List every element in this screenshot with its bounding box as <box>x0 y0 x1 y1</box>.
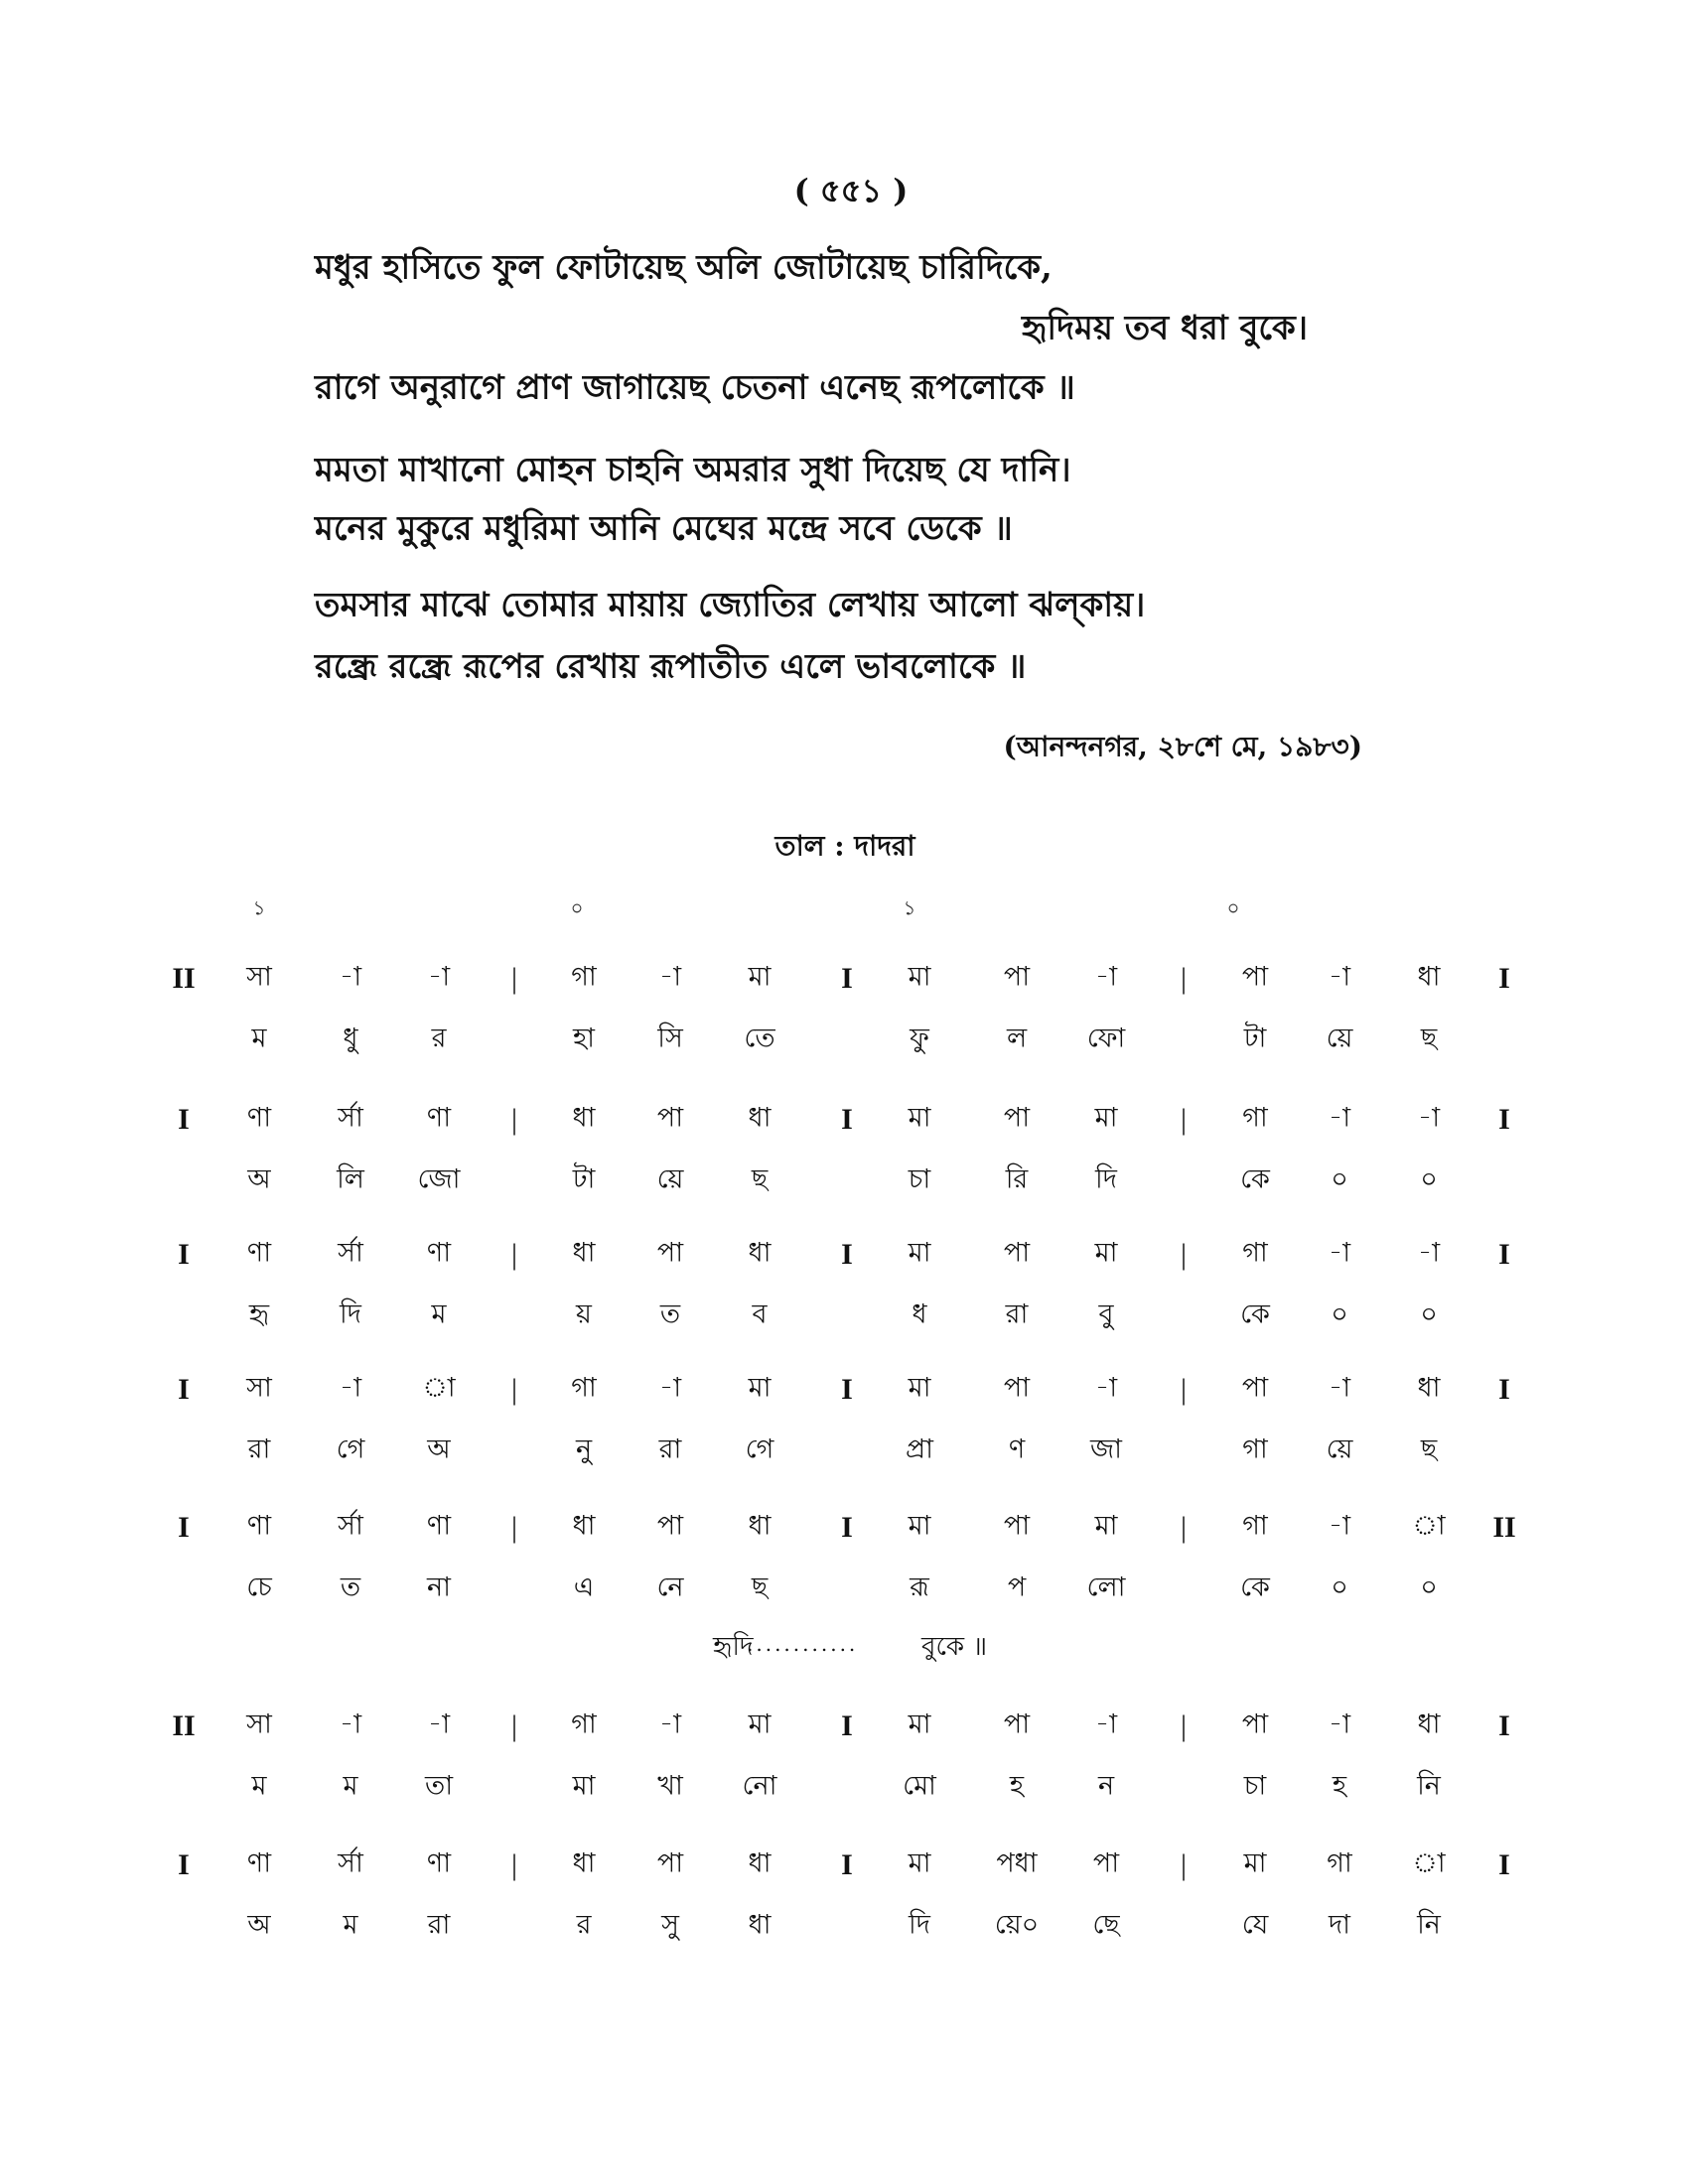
lyric-syllable: তে <box>744 1023 775 1054</box>
lyric-syllable: ম <box>343 1770 358 1802</box>
lyric-syllable: গা <box>1242 1433 1268 1465</box>
bar-symbol: | <box>1180 1103 1188 1136</box>
lyric-syllable: ০ <box>1331 1163 1348 1195</box>
swara-note: ধা <box>1417 1708 1441 1740</box>
swara-note: ণা <box>246 1510 272 1542</box>
lyric-syllable: ০ <box>1331 1298 1348 1330</box>
lyric-syllable: হা <box>572 1023 596 1054</box>
swara-note: পা <box>1003 961 1031 993</box>
swara-note: সা <box>246 961 272 993</box>
lyric-syllable: দা <box>1328 1909 1351 1941</box>
swara-note: মা <box>908 1102 931 1134</box>
bar-symbol: | <box>510 1103 518 1136</box>
swara-note: -া <box>1094 1372 1118 1404</box>
lyric-syllable: ০ <box>1420 1298 1438 1330</box>
tala-label: তাল : দাদরা <box>774 829 915 863</box>
swara-note: গা <box>571 1372 597 1404</box>
bar-symbol: I <box>178 1238 190 1271</box>
swara-note: া <box>1412 1847 1446 1879</box>
bar-symbol: I <box>1498 1238 1510 1271</box>
bar-symbol: | <box>1180 1511 1188 1544</box>
lyric-syllable: গে <box>336 1433 365 1465</box>
swara-note: পা <box>656 1510 684 1542</box>
lyric-syllable: নি <box>1417 1770 1441 1802</box>
lyric-syllable: দি <box>909 1909 930 1941</box>
swara-note: পা <box>1241 1708 1269 1740</box>
lyric-syllable: তা <box>424 1770 454 1802</box>
lyric-syllable: রা <box>247 1433 271 1465</box>
bar-symbol: I <box>841 1373 853 1406</box>
lyric-syllable: চা <box>908 1163 931 1195</box>
lyric-syllable: কে <box>1240 1298 1270 1330</box>
lyric-line: রন্ধ্রে রন্ধ্রে রূপের রেখায় রূপাতীত এলে ভাবলোকে ॥ <box>315 646 1027 687</box>
lyric-line: তমসার মাঝে তোমার মায়ায় জ্যোতির লেখায় আলো ঝল্‌কায়। <box>315 585 1146 625</box>
swara-note: া <box>422 1372 456 1404</box>
lyric-syllable: য়ে <box>1326 1433 1353 1465</box>
bar-symbol: | <box>1180 1709 1188 1742</box>
lyric-syllable: দি <box>340 1298 361 1330</box>
swara-note: -া <box>339 1372 362 1404</box>
lyric-syllable: ফু <box>910 1023 929 1054</box>
bar-symbol: | <box>1180 1373 1188 1406</box>
lyric-syllable: প <box>1007 1571 1027 1603</box>
swara-note: ণা <box>426 1847 452 1879</box>
swara-note: মা <box>1243 1847 1267 1879</box>
lyric-syllable: র <box>431 1023 447 1054</box>
swara-note: -া <box>1328 1237 1351 1269</box>
swara-note: -া <box>658 961 682 993</box>
lyric-line: হৃদিময় তব ধরা বুকে। <box>1021 308 1308 348</box>
lyric-syllable: রূ <box>910 1571 929 1603</box>
lyric-syllable: রা <box>658 1433 682 1465</box>
swara-note: মা <box>748 1708 772 1740</box>
lyric-syllable: ণ <box>1008 1433 1026 1465</box>
lyric-syllable: ম <box>343 1909 358 1941</box>
lyric-syllable: ছ <box>1420 1433 1438 1465</box>
swara-note: পা <box>1241 1372 1269 1404</box>
lyric-syllable: ০ <box>1331 1571 1348 1603</box>
bar-symbol: I <box>178 1103 190 1136</box>
lyric-syllable: খা <box>657 1770 683 1802</box>
refrain-start: হৃদি <box>713 1632 754 1662</box>
lyric-syllable: নি <box>1417 1909 1441 1941</box>
lyric-syllable: ছ <box>751 1571 769 1603</box>
bar-symbol: I <box>178 1848 190 1881</box>
tala-marker: ০ <box>1226 895 1240 920</box>
bar-symbol: I <box>1498 962 1510 995</box>
lyric-syllable: রি <box>1005 1163 1029 1195</box>
swara-note: ধা <box>572 1237 596 1269</box>
lyric-syllable: টা <box>572 1163 596 1195</box>
lyric-syllable: ল <box>1006 1023 1028 1054</box>
bar-symbol: I <box>841 1848 853 1881</box>
lyric-syllable: নে <box>656 1571 684 1603</box>
lyric-syllable: ত <box>340 1571 361 1603</box>
bar-symbol: I <box>1498 1709 1510 1742</box>
lyric-syllable: অ <box>427 1433 451 1465</box>
swara-note: পা <box>1003 1372 1031 1404</box>
swara-note: মা <box>1094 1237 1118 1269</box>
swara-note: -া <box>1094 961 1118 993</box>
bar-symbol: I <box>841 962 853 995</box>
date-place-line: (আনন্দনগর, ২৮শে মে, ১৯৮৩) <box>1003 730 1362 763</box>
swara-note: -া <box>427 1708 451 1740</box>
swara-note: র্সা <box>338 1510 363 1542</box>
swara-note: সা <box>246 1372 272 1404</box>
swara-note: ধা <box>572 1102 596 1134</box>
bar-symbol: II <box>1492 1511 1516 1544</box>
swara-note: ধা <box>572 1510 596 1542</box>
swara-note: -া <box>1328 1372 1351 1404</box>
lyric-syllable: হ <box>1332 1770 1347 1802</box>
tala-marker: ০ <box>570 895 584 920</box>
bar-symbol: | <box>510 1511 518 1544</box>
bar-symbol: II <box>172 1709 196 1742</box>
lyric-syllable: ধু <box>343 1023 358 1054</box>
swara-note: পা <box>1003 1237 1031 1269</box>
lyric-syllable: ব <box>752 1298 768 1330</box>
bar-symbol: I <box>1498 1373 1510 1406</box>
lyric-syllable: মো <box>903 1770 936 1802</box>
lyric-syllable: না <box>427 1571 451 1603</box>
lyric-syllable: ন <box>1097 1770 1115 1802</box>
swara-note: র্সা <box>338 1847 363 1879</box>
lyric-syllable: ম <box>431 1298 447 1330</box>
bar-symbol: | <box>1180 1848 1188 1881</box>
lyric-syllable: সি <box>657 1023 683 1054</box>
bar-symbol: I <box>178 1511 190 1544</box>
lyric-syllable: নু <box>575 1433 593 1465</box>
bar-symbol: I <box>841 1238 853 1271</box>
swara-note: ণা <box>246 1237 272 1269</box>
swara-note: ণা <box>246 1847 272 1879</box>
lyric-syllable: অ <box>247 1909 271 1941</box>
lyric-syllable: মা <box>572 1770 596 1802</box>
lyric-syllable: চে <box>246 1571 272 1603</box>
bar-symbol: I <box>841 1709 853 1742</box>
lyric-syllable: লি <box>337 1163 364 1195</box>
swara-note: গা <box>571 961 597 993</box>
swara-note: পা <box>656 1102 684 1134</box>
lyric-syllable: দি <box>1095 1163 1117 1195</box>
swara-note: মা <box>908 1847 931 1879</box>
swara-note: ধা <box>572 1847 596 1879</box>
lyric-syllable: অ <box>247 1163 271 1195</box>
bar-symbol: I <box>841 1511 853 1544</box>
bar-symbol: | <box>1180 1238 1188 1271</box>
swara-note: ধা <box>748 1237 772 1269</box>
swara-note: গা <box>1242 1102 1268 1134</box>
bar-symbol: | <box>510 1373 518 1406</box>
swara-note: -া <box>658 1372 682 1404</box>
lyric-syllable: গে <box>745 1433 774 1465</box>
swara-note: মা <box>908 1237 931 1269</box>
lyric-syllable: জো <box>417 1163 461 1195</box>
swara-note: মা <box>908 1708 931 1740</box>
swara-note: মা <box>1094 1102 1118 1134</box>
lyric-syllable: ০ <box>1420 1163 1438 1195</box>
swara-note: -া <box>1328 1708 1351 1740</box>
swara-note: মা <box>908 961 931 993</box>
swara-note: গা <box>1242 1510 1268 1542</box>
lyric-syllable: এ <box>573 1571 595 1603</box>
swara-note: সা <box>246 1708 272 1740</box>
swara-note: পা <box>656 1237 684 1269</box>
lyric-syllable: নো <box>742 1770 777 1802</box>
lyric-syllable: বু <box>1098 1298 1114 1330</box>
lyric-syllable: য়ে <box>1326 1023 1353 1054</box>
swara-note: ধা <box>1417 1372 1441 1404</box>
lyric-syllable: রা <box>1005 1298 1029 1330</box>
lyric-syllable: ধা <box>748 1909 772 1941</box>
bar-symbol: I <box>178 1373 190 1406</box>
lyric-syllable: রা <box>427 1909 451 1941</box>
bar-symbol: II <box>172 962 196 995</box>
lyric-syllable: ধ <box>912 1298 927 1330</box>
lyric-syllable: য়ে০ <box>994 1909 1040 1941</box>
bar-symbol: I <box>1498 1848 1510 1881</box>
swara-note: পা <box>1003 1102 1031 1134</box>
swara-note: মা <box>908 1510 931 1542</box>
page-number: ( ৫৫১ ) <box>793 172 909 209</box>
swara-note: -া <box>1094 1708 1118 1740</box>
swara-note: -া <box>1417 1237 1441 1269</box>
lyric-line: মমতা মাখানো মোহন চাহনি অমরার সুধা দিয়েছ যে দানি। <box>315 450 1071 490</box>
swara-note: ধা <box>748 1847 772 1879</box>
swara-note: গা <box>1327 1847 1352 1879</box>
swara-note: -া <box>1417 1102 1441 1134</box>
lyric-syllable: ম <box>251 1023 267 1054</box>
lyric-syllable: যে <box>1241 1909 1269 1941</box>
swara-note: ণা <box>426 1237 452 1269</box>
lyric-syllable: য় <box>576 1298 592 1330</box>
lyric-syllable: ০ <box>1420 1571 1438 1603</box>
swara-note: মা <box>748 961 772 993</box>
bar-symbol: I <box>841 1103 853 1136</box>
swara-note: ণা <box>426 1510 452 1542</box>
lyric-line: মধুর হাসিতে ফুল ফোটায়েছ অলি জোটায়েছ চারিদিকে, <box>315 247 1053 288</box>
swara-note: ণা <box>246 1102 272 1134</box>
lyric-syllable: র <box>576 1909 592 1941</box>
lyric-syllable: প্রা <box>906 1433 933 1465</box>
lyric-syllable: কে <box>1240 1571 1270 1603</box>
swara-note: -া <box>658 1708 682 1740</box>
swara-note: র্সা <box>338 1237 363 1269</box>
swara-note: পা <box>1003 1708 1031 1740</box>
lyric-syllable: ছ <box>1420 1023 1438 1054</box>
swara-note: র্সা <box>338 1102 363 1134</box>
swara-note: -া <box>427 961 451 993</box>
bar-symbol: | <box>510 1709 518 1742</box>
refrain-dots: ............ <box>747 1632 859 1656</box>
bar-symbol: I <box>1498 1103 1510 1136</box>
swara-note: পা <box>656 1847 684 1879</box>
swara-note: ণা <box>426 1102 452 1134</box>
swara-note: -া <box>339 961 362 993</box>
swara-note: পা <box>1092 1847 1120 1879</box>
lyric-syllable: হৃ <box>248 1298 270 1330</box>
lyric-syllable: কে <box>1240 1163 1270 1195</box>
lyric-syllable: ত <box>659 1298 681 1330</box>
lyric-syllable: সু <box>661 1909 679 1941</box>
swara-note: -া <box>339 1708 362 1740</box>
swara-note: মা <box>748 1372 772 1404</box>
lyric-line: মনের মুকুরে মধুরিমা আনি মেঘের মন্দ্রে সবে ডেকে ॥ <box>315 508 1013 549</box>
swara-note: া <box>1412 1510 1446 1542</box>
refrain-end: বুকে ॥ <box>921 1632 988 1662</box>
lyric-syllable: ছে <box>1092 1909 1120 1941</box>
lyric-syllable: হ <box>1009 1770 1025 1802</box>
bar-symbol: | <box>510 1238 518 1271</box>
swara-note: গা <box>571 1708 597 1740</box>
swara-note: মা <box>908 1372 931 1404</box>
lyric-syllable: ছ <box>751 1163 769 1195</box>
lyric-syllable: ফো <box>1086 1023 1126 1054</box>
bar-symbol: | <box>510 1848 518 1881</box>
lyric-line: রাগে অনুরাগে প্রাণ জাগায়েছ চেতনা এনেছ রূপলোকে ॥ <box>315 367 1075 408</box>
bar-symbol: | <box>1180 962 1188 995</box>
bar-symbol: | <box>510 962 518 995</box>
lyric-syllable: ম <box>251 1770 267 1802</box>
swara-note: -া <box>1328 961 1351 993</box>
swara-note: মা <box>1094 1510 1118 1542</box>
swara-note: ধা <box>748 1510 772 1542</box>
swara-note: -া <box>1328 1510 1351 1542</box>
swara-note: ধা <box>748 1102 772 1134</box>
lyric-syllable: টা <box>1243 1023 1267 1054</box>
swara-note: ধা <box>1417 961 1441 993</box>
lyric-syllable: জা <box>1090 1433 1122 1465</box>
swara-note: পা <box>1241 961 1269 993</box>
tala-marker: ১ <box>903 895 916 920</box>
lyric-syllable: চা <box>1243 1770 1267 1802</box>
lyric-syllable: লো <box>1086 1571 1126 1603</box>
swara-note: পা <box>1003 1510 1031 1542</box>
swara-note: গা <box>1242 1237 1268 1269</box>
tala-marker: ১ <box>252 895 266 920</box>
swara-note: পধা <box>996 1847 1038 1879</box>
lyric-syllable: য়ে <box>656 1163 684 1195</box>
swara-note: -া <box>1328 1102 1351 1134</box>
